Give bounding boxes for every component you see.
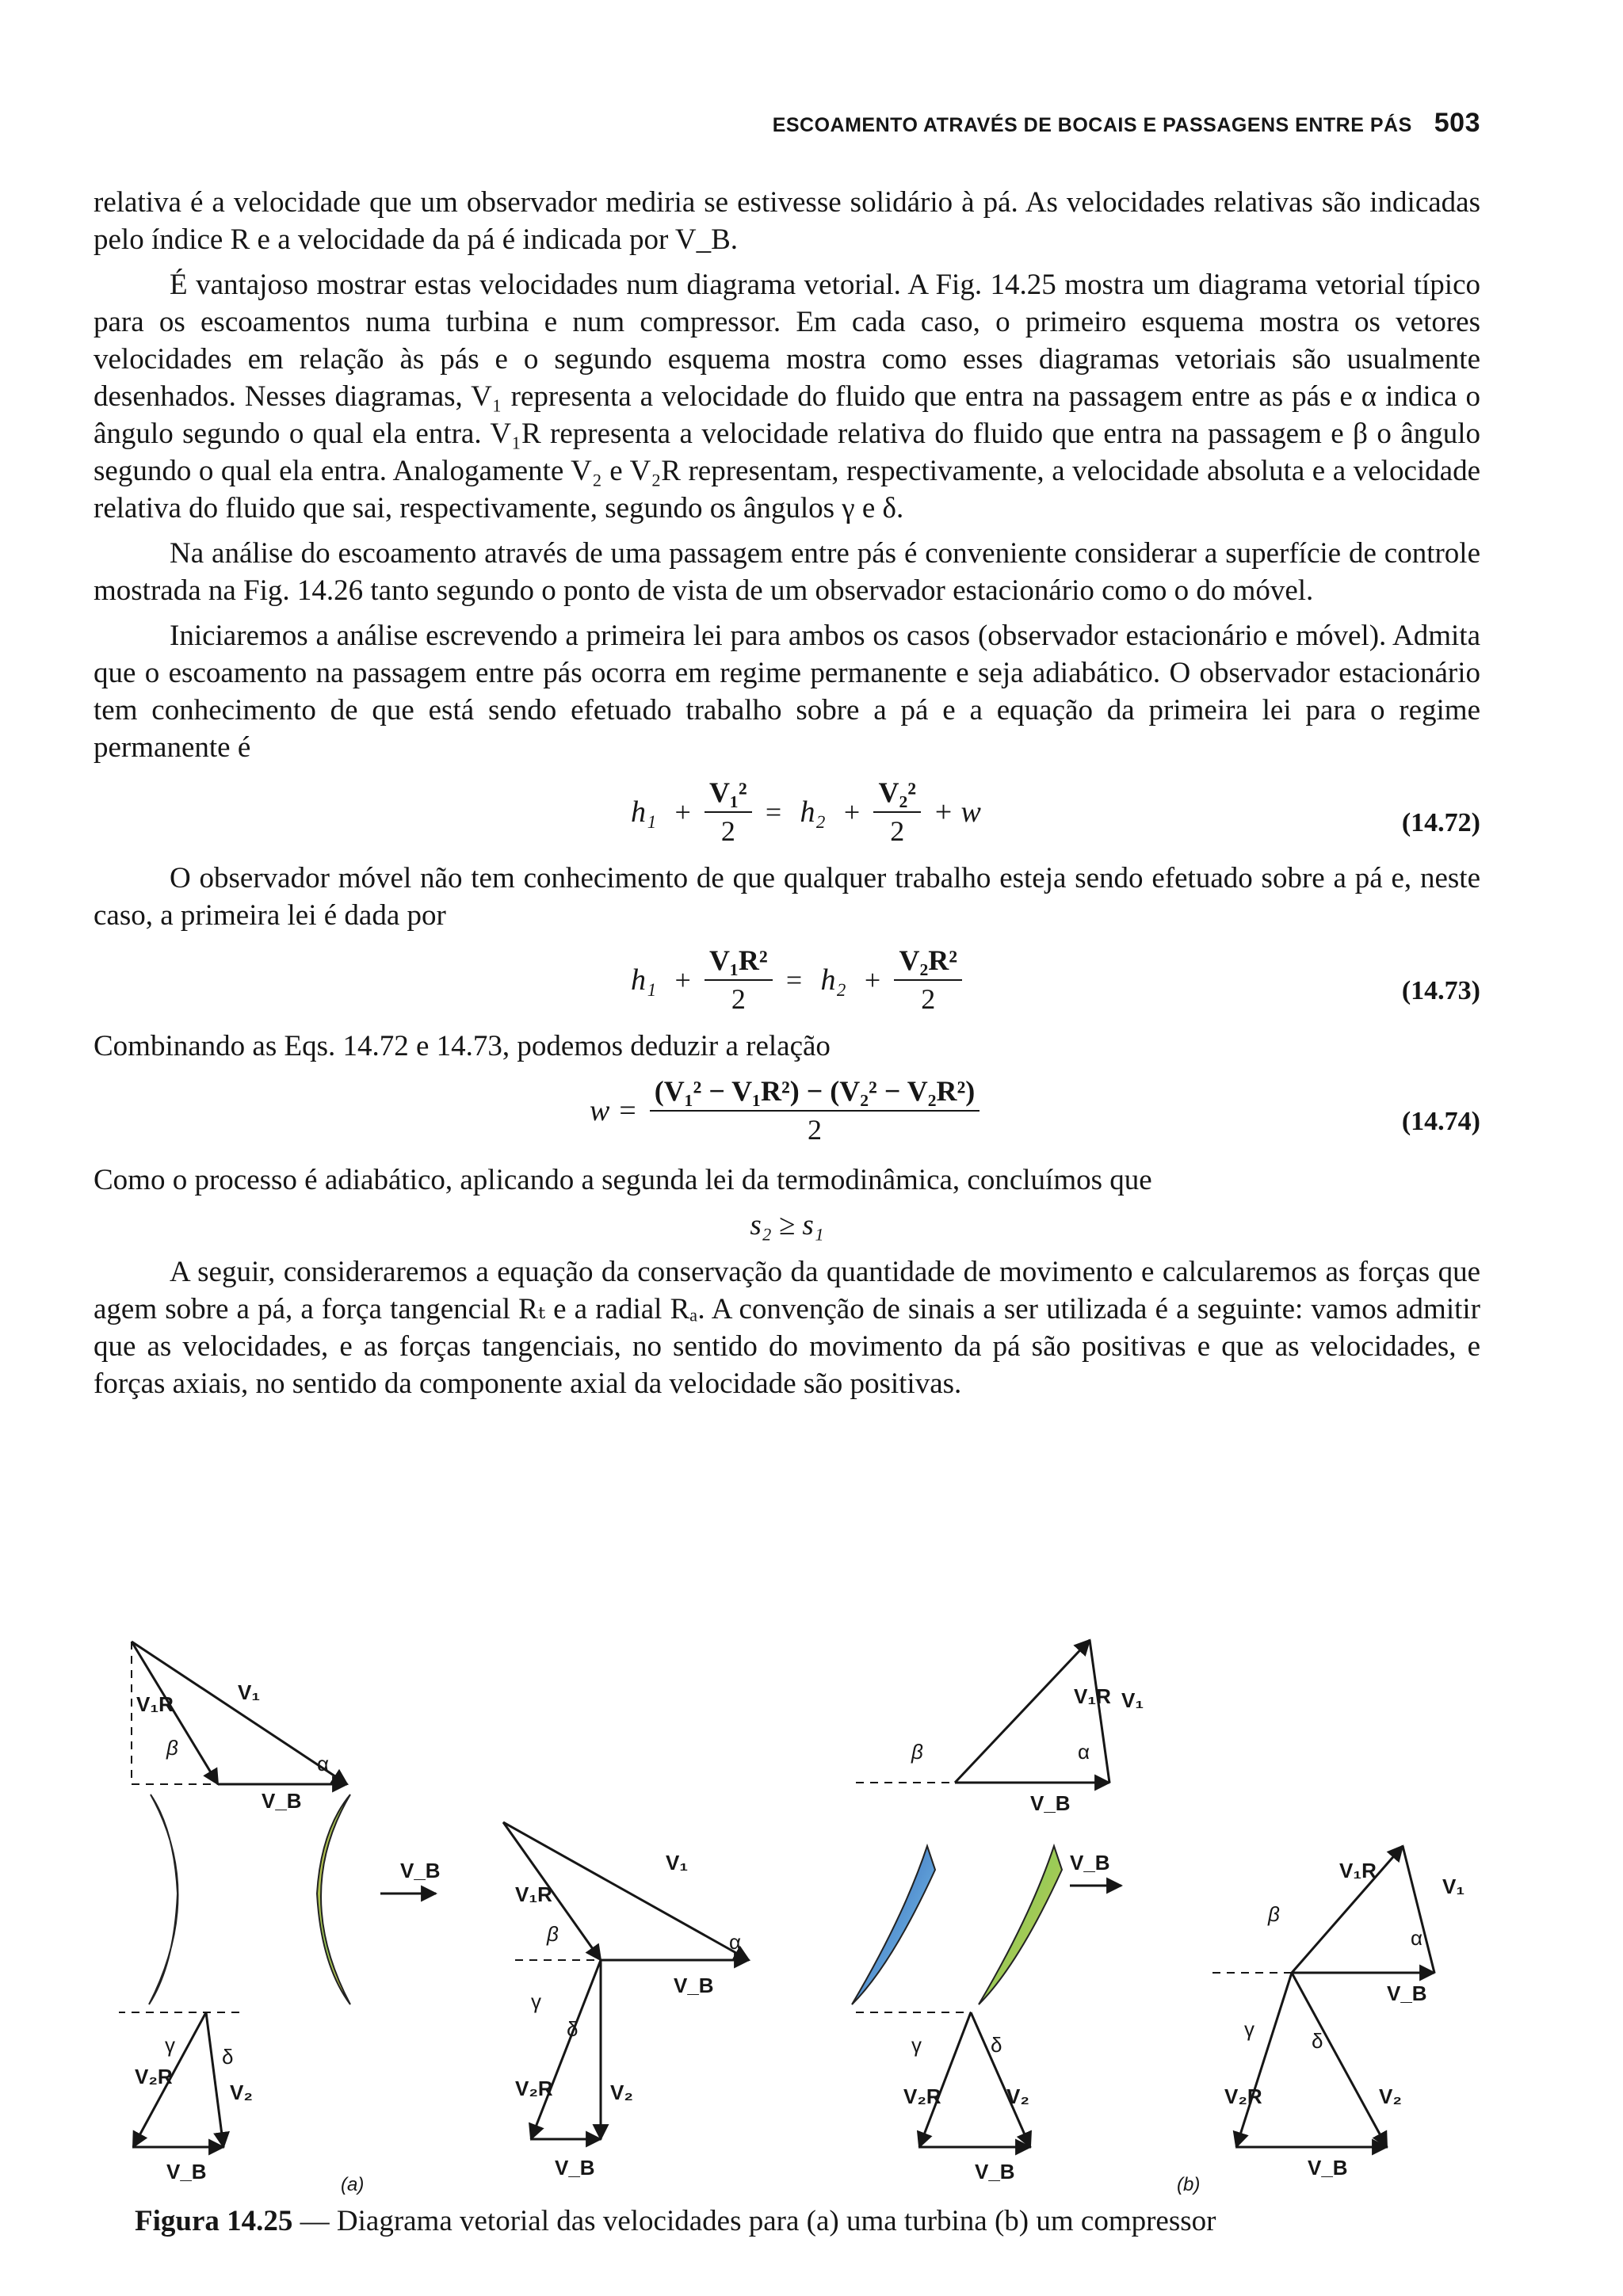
label-vb-arrow-a: V_B <box>400 1859 441 1882</box>
label-v1r-b2: V₁R <box>1339 1859 1377 1882</box>
figure-caption <box>135 2204 1498 2238</box>
paragraph-8: A seguir, consideraremos a equação da conservação da quantidade de movimento e calcularemos as forças que agem sobre a pá, a força tangencial Rₜ e a radial Rₐ. A convenção de sinais a ser utilizada é a seguinte: vamos admitir que as velocidades, e as forças tangenciais, no sentido do movimento da pá são positivas e que as velocidades, e forças axiais, no sentido da componente axial da velocidade são positivas. <box>94 1256 1480 1400</box>
eq3-numerator: (V₁² − V₁R²) − (V₂² − V₂R²) <box>650 1073 980 1112</box>
label-delta-a2: δ <box>567 2017 579 2041</box>
label-vb-bottom-a: V_B <box>166 2160 207 2183</box>
eq2-plus-2: + <box>864 963 881 996</box>
label-delta-b: δ <box>991 2033 1002 2057</box>
eq2-num-right: V₂R² <box>894 942 962 981</box>
label-v2-b: V₂ <box>1006 2084 1029 2108</box>
turbine-blade-left <box>149 1794 178 2004</box>
label-gamma-b: γ <box>911 2033 922 2057</box>
eq1-num-left: V₁² <box>705 774 752 813</box>
eq1-num-right: V₂² <box>873 774 921 813</box>
label-vb-a2: V_B <box>674 1974 714 1997</box>
turbine-blade-right <box>317 1794 350 2004</box>
page-number: 503 <box>1434 108 1480 138</box>
eq2-num-left: V₁R² <box>705 942 773 981</box>
velocity-diagram-figure <box>119 1632 1514 2203</box>
figure-caption-label: Figura 14.25 <box>135 2205 293 2237</box>
label-vb-b: V_B <box>1030 1791 1071 1815</box>
label-vb-bottom-b: V_B <box>975 2160 1015 2183</box>
figure-labels <box>135 1680 1465 2195</box>
vector-v2r-b <box>919 2012 971 2147</box>
label-alpha-a: α <box>317 1752 330 1775</box>
eq3-lhs: w = <box>590 1093 638 1127</box>
label-beta-a2: β <box>547 1922 559 1946</box>
vector-v2-b2 <box>1292 1973 1387 2147</box>
compressor-blade-left <box>852 1846 935 2004</box>
paragraph-1: relativa é a velocidade que um observador mediria se estivesse solidário à pá. As velocidades relativas são indicadas pelo índice R e a velocidade da pá é indicada por V_B. <box>94 186 1480 256</box>
vector-v1r-b <box>955 1640 1090 1783</box>
eq3-frac <box>650 1073 980 1149</box>
label-beta-b: β <box>911 1740 923 1764</box>
eq1-frac-left <box>705 774 752 850</box>
eq2-frac-left <box>705 942 773 1018</box>
label-delta-a: δ <box>222 2045 234 2069</box>
label-v2r-b: V₂R <box>903 2084 941 2108</box>
eq1-h2: h₂ <box>800 795 826 829</box>
eq2-plus-1: + <box>674 963 691 996</box>
paragraph-4: Iniciaremos a análise escrevendo a primeira lei para ambos os casos (observador estacionário e móvel). Admita que o escoamento na passagem entre pás ocorra em regime permanente e seja adiabático. O observador estacionário tem conhecimento de que está sendo efetuado trabalho sobre a pá e a equação da primeira lei para o regime permanente é <box>94 620 1480 764</box>
paragraph-2: É vantajoso mostrar estas velocidades num diagrama vetorial. A Fig. 14.25 mostra um diagrama vetorial típico para os escoamentos numa turbina e num compressor. Em cada caso, o primeiro esquema mostra os vetores velocidades em relação às pás e o segundo esquema mostra como esses diagramas vetoriais são usualmente desenhados. Nesses diagramas, V₁ representa a velocidade do fluido que entra na passagem entre as pás e α indica o ângulo segundo o qual ela entra. V₁R representa a velocidade relativa do fluido que entra na passagem e β o ângulo segundo o qual ela entra. Analogamente V₂ e V₂R representam, respectivamente, a velocidade absoluta e a velocidade relativa do fluido que sai, respectivamente, segundo os ângulos γ e δ. <box>94 269 1480 524</box>
eq2-h2: h₂ <box>820 963 846 997</box>
eq1-plus-1: + <box>674 795 691 828</box>
eq1-frac-right <box>873 774 921 850</box>
subfigure-label-b: (b) <box>1177 2174 1201 2195</box>
figure-a-turbine <box>119 1642 749 2147</box>
eq1-plus-2: + <box>843 795 861 828</box>
equation-14-74 <box>94 1073 1480 1161</box>
label-alpha-a2: α <box>729 1930 742 1954</box>
paragraph-5: O observador móvel não tem conhecimento de que qualquer trabalho esteja sendo efetuado sobre a pá e, neste caso, a primeira lei é dada por <box>94 862 1480 932</box>
entropy-inequality: s₂ ≥ s₁ <box>750 1209 824 1241</box>
label-v2r-a2: V₂R <box>515 2077 553 2100</box>
vector-v2r-b2 <box>1236 1973 1292 2147</box>
paragraph-3: Na análise do escoamento através de uma passagem entre pás é conveniente considerar a superfície de controle mostrada na Fig. 14.26 tanto segundo o ponto de vista de um observador estacionário como o do móvel. <box>94 537 1480 607</box>
label-v1-a2: V₁ <box>666 1851 689 1875</box>
body-text <box>94 184 1480 1410</box>
equation-number-14-73: (14.73) <box>1401 976 1480 1005</box>
equation-14-72 <box>94 774 1480 860</box>
equation-number-14-72: (14.72) <box>1401 808 1480 837</box>
label-vb-bottom-b2: V_B <box>1308 2156 1348 2180</box>
label-v2-b2: V₂ <box>1379 2084 1402 2108</box>
paragraph-6: Combinando as Eqs. 14.72 e 14.73, podemos deduzir a relação <box>94 1030 831 1062</box>
eq1-den-right: 2 <box>890 815 905 847</box>
label-v2r-a: V₂R <box>135 2065 173 2088</box>
running-header <box>648 108 1480 139</box>
label-gamma-a2: γ <box>531 1989 541 2013</box>
figure-b-compressor <box>852 1640 1434 2147</box>
eq1-den-left: 2 <box>720 815 735 847</box>
vector-side-b <box>1090 1640 1109 1783</box>
label-vb-a: V_B <box>262 1789 302 1813</box>
subfigure-label-a: (a) <box>341 2174 365 2195</box>
eq1-work-term: + w <box>933 795 981 829</box>
label-alpha-b2: α <box>1411 1926 1423 1950</box>
label-gamma-a: γ <box>165 2033 175 2057</box>
compressor-blade-right <box>979 1846 1062 2004</box>
label-v1-b2: V₁ <box>1442 1875 1465 1898</box>
label-gamma-b2: γ <box>1244 2017 1254 2041</box>
label-v1-a: V₁ <box>238 1680 261 1704</box>
running-title: ESCOAMENTO ATRAVÉS DE BOCAIS E PASSAGENS ENTRE PÁS <box>772 114 1412 136</box>
label-alpha-b: α <box>1078 1740 1090 1764</box>
label-v1r-b: V₁R <box>1074 1684 1111 1708</box>
label-vb-arrow-b: V_B <box>1070 1851 1110 1875</box>
eq2-equals: = <box>785 963 803 996</box>
eq2-h1: h₁ <box>631 963 657 997</box>
label-delta-b2: δ <box>1312 2029 1323 2053</box>
label-v1r-a: V₁R <box>136 1692 174 1716</box>
equation-number-14-74: (14.74) <box>1401 1107 1480 1136</box>
label-v2-a2: V₂ <box>610 2081 633 2104</box>
vector-v2-a <box>206 2012 223 2147</box>
vector-v2r-a2 <box>531 1960 601 2139</box>
eq2-den-right: 2 <box>921 983 936 1015</box>
label-beta-b2: β <box>1268 1902 1280 1926</box>
eq2-frac-right <box>894 942 962 1018</box>
vector-side-b2 <box>1403 1846 1434 1973</box>
figure-caption-text: — Diagrama vetorial das velocidades para (a) uma turbina (b) um compressor <box>300 2205 1216 2237</box>
label-v2r-b2: V₂R <box>1224 2084 1262 2108</box>
equation-14-73 <box>94 942 1480 1028</box>
paragraph-7: Como o processo é adiabático, aplicando a segunda lei da termodinâmica, concluímos que <box>94 1164 1152 1196</box>
label-v2-a: V₂ <box>230 2081 253 2104</box>
label-v1-b: V₁ <box>1121 1688 1144 1712</box>
eq1-equals: = <box>765 795 782 828</box>
label-vb-bottom-a2: V_B <box>555 2156 595 2180</box>
label-v1r-a2: V₁R <box>515 1882 552 1906</box>
eq1-h1: h₁ <box>631 795 657 829</box>
label-vb-b2: V_B <box>1387 1981 1427 2005</box>
label-beta-a: β <box>166 1736 178 1760</box>
eq2-den-left: 2 <box>731 983 746 1015</box>
eq3-denominator: 2 <box>808 1114 823 1146</box>
